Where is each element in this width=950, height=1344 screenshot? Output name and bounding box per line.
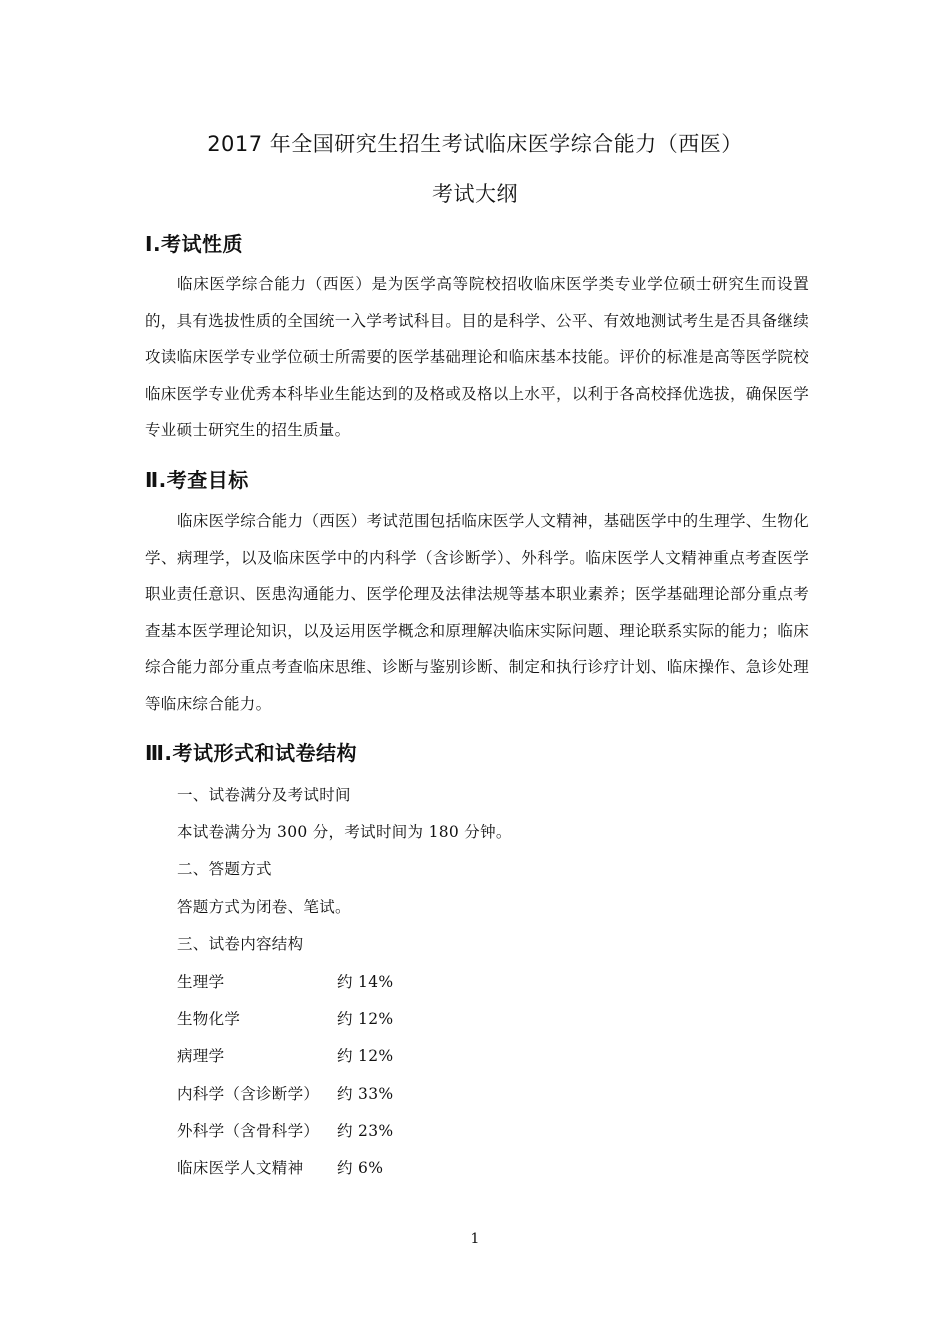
section-heading-objectives: Ⅱ.考查目标 bbox=[145, 468, 249, 492]
section-paragraph-nature: 临床医学综合能力（西医）是为医学高等院校招收临床医学类专业学位硕士研究生而设置的，具有选拔性质的全国统一入学考试科目。目的是科学、公平、有效地测试考生是否具备继续攻读临床医学专业学位硕士所需要的医学基础理论和临床基本技能。评价的标准是高等医学院校临床医学专业优秀本科毕业生能达到的及格或及格以上水平，以利于各高校择优选拔，确保医学专业硕士研究生的招生质量。 bbox=[145, 275, 809, 439]
structure-share: 约 12% bbox=[337, 1047, 394, 1065]
structure-subject: 病理学 bbox=[177, 1047, 225, 1065]
structure-share: 约 33% bbox=[337, 1085, 394, 1103]
text-answer-method: 答题方式为闭卷、笔试。 bbox=[177, 898, 351, 916]
structure-row bbox=[177, 1007, 393, 1029]
structure-subject: 外科学（含骨科学） bbox=[177, 1122, 320, 1140]
structure-subject: 生理学 bbox=[177, 973, 225, 991]
structure-share: 约 23% bbox=[337, 1122, 394, 1140]
structure-subject: 内科学（含诊断学） bbox=[177, 1085, 320, 1103]
text-score-time: 本试卷满分为 300 分，考试时间为 180 分钟。 bbox=[177, 823, 512, 841]
structure-subject: 生物化学 bbox=[177, 1010, 241, 1028]
section-paragraph-objectives: 临床医学综合能力（西医）考试范围包括临床医学人文精神，基础医学中的生理学、生物化学、病理学，以及临床医学中的内科学（含诊断学）、外科学。临床医学人文精神重点考查医学职业责任意识、医患沟通能力、医学伦理及法律法规等基本职业素养；医学基础理论部分重点考查基本医学理论知识，以及运用医学概念和原理解决临床实际问题、理论联系实际的能力；临床综合能力部分重点考查临床思维、诊断与鉴别诊断、制定和执行诊疗计划、临床操作、急诊处理等临床综合能力。 bbox=[145, 512, 810, 713]
document-title: 2017 年全国研究生招生考试临床医学综合能力（西医） bbox=[207, 132, 743, 156]
section-heading-nature: Ⅰ.考试性质 bbox=[145, 232, 244, 256]
structure-share: 约 12% bbox=[337, 1010, 394, 1028]
structure-subject: 临床医学人文精神 bbox=[177, 1159, 304, 1177]
subheading-score-time: 一、试卷满分及考试时间 bbox=[177, 786, 351, 804]
structure-row bbox=[177, 1082, 393, 1104]
structure-row bbox=[177, 1119, 393, 1141]
structure-row bbox=[177, 970, 393, 992]
page-number: 1 bbox=[470, 1231, 480, 1247]
structure-row bbox=[177, 1044, 393, 1066]
section-heading-format: Ⅲ.考试形式和试卷结构 bbox=[145, 741, 358, 765]
subheading-content-structure: 三、试卷内容结构 bbox=[177, 935, 304, 953]
document-subtitle: 考试大纲 bbox=[432, 182, 518, 206]
structure-share: 约 14% bbox=[337, 973, 394, 991]
structure-share: 约 6% bbox=[337, 1159, 384, 1177]
subheading-answer-method: 二、答题方式 bbox=[177, 860, 272, 878]
structure-row bbox=[177, 1156, 383, 1178]
